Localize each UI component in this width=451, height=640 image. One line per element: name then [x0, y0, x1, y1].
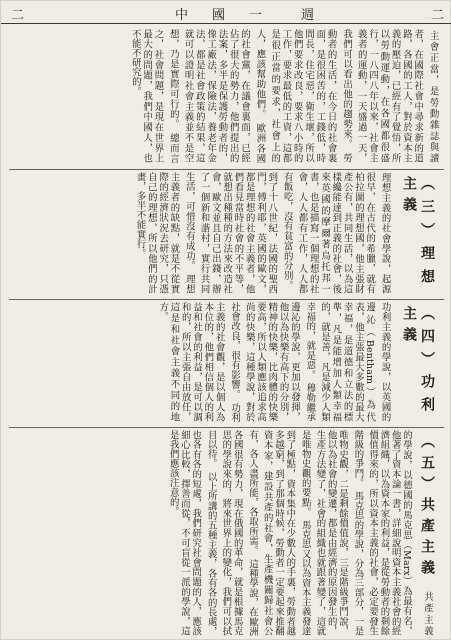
paragraph: 理想主義的社會學說，起源很早，在古代的希臘，就有柏拉圖的理想國，他主張財產公有，共同生活，以為這樣纔能達到正義的社會，後來英國的摩爾著烏托邦一書，也是描寫一個理想的社會，人人都有工作，人人都有飯吃，沒有貧富的分別。	[281, 172, 391, 294]
paragraph: 主會正當，是勞動雜誌與讀者，在國際社會中尋求新的道路，各國的工人，對於資本主義的壓迫，已經有了覺悟，所以勞動運動，在各國都很盛行，一八四八年以來，社會主義者的運動，一天盛過一天，我們可以看出他的趨勢來。	[341, 29, 439, 163]
text-band-2	[9, 169, 444, 296]
paragraph: 共產主義的學說，以德國的馬克思（Marx）為最有名，他著了資本論一書，詳細說明資本主義社會的經濟組織，以為資本家的利益，是從勞動者的剩餘價值得來的，所以資本主義的社會，必定要發生階級的爭鬥。	[352, 430, 433, 636]
column-text	[11, 430, 442, 636]
text-band-3	[9, 299, 444, 424]
page-number: 二	[11, 8, 25, 23]
column-text	[11, 29, 442, 163]
running-head	[1, 1, 451, 24]
paragraph: 歐洲各國的社會黨，在議會裏面，已經佔了很大的勢力，他們提出的法案，多半是保護勞動者的，像工廠法，保險法，養老年金法，都是社會政策的結果，這就可以證明社會主義並不是空想，乃是實際可行的。	[167, 29, 266, 163]
section-heading: （五）共產主義	[419, 434, 435, 581]
paragraph: 勞動者的生活，在今日的社會裏面，是很困苦的，工錢低，時間長，住宅惡，衛生壞，所以他們要求改良，要求八小時的工作，要求最低的工資，這都是很正當的要求，社會上的人，應該幫助他們。	[254, 29, 353, 163]
paragraph: 理想主義者的缺點，就是不從實際的經濟狀況去研究，只憑自己的理想，所以他們的計畫，多半不能實行。	[134, 172, 195, 294]
paper-frequency: 週	[301, 8, 321, 23]
paragraph: 馬克思又以為資本主義發達到了極點，資本集中在少數人的手裏，勞動者越多越窮，到了那個時候，勞動者一定要起來推翻資本家，建設共產的社會，生產機關歸社會公有，各人盡所能，各取所需。	[247, 430, 311, 636]
paper-title: 中國一	[175, 8, 287, 23]
section-heading: （三）理想主義	[401, 176, 435, 290]
paragraph: 功利主義的社會觀，是以個人為本位的，他們相信個人的利益和社會的利益，是可以調和的，所以主張自由放任，這是和社會主義不同的地方。	[157, 302, 241, 422]
section-heading: （四）功利主義	[401, 306, 435, 418]
paragraph: 馬克思的學說，分為三部分，一是唯物史觀，二是剩餘價值說，三是階級爭鬥說，他以為社會的變遷，都是由經濟的原因發生的，生產方法變了，社會的組織也就跟著變了，這就是唯物史觀的要點。	[299, 430, 364, 636]
paragraph: 穆勒繼承邊沁的學說，更加以發揮，他以為快樂有高下的分別，精神的快樂，比肉體的快樂要高，所以人類應該追求高尚的快樂，這種學說，對於社會改良，很有影響。	[229, 302, 316, 422]
text-band-1	[9, 27, 444, 165]
column-text	[11, 302, 442, 422]
paragraph: 總而言之，社會問題，是現在世界上最大的問題，我們中國人，也不能不研究的。	[129, 29, 179, 163]
page-number-right: 二	[430, 8, 444, 23]
paragraph: 功利主義的學說，以英國的邊沁（Bentham）為代表，他主張最大多數的最大幸福，是道德和立法的標準，凡是能增加人類幸福的，就是善，凡是減少人類幸福的，就是惡。	[304, 302, 391, 422]
column-text	[11, 172, 442, 294]
paragraph: 這種學說，在歐洲各國很有勢力，現在俄國的革命，就是根據馬克思的學說來的，將來世界上的變化，我們可以拭目以待。	[205, 430, 259, 636]
text-band-4	[9, 427, 444, 638]
paragraph: 以上所講的五種主義，各有各的長處，也各有各的短處，我們研究社會問題的人，應該細心比較，擇善而從，不可盲從一派的學說，這是我們應該注意的。	[167, 430, 217, 636]
paragraph: 到了十八世紀，法國的聖西門，傅利耶，英國的歐文，都是理想的社會主義者，他們看見當時社會的不平等，就想出種種的方法來改造社會，歐文並且自己出錢，辦了一個新和諧村，實行共同生活，可惜沒有成功。	[183, 172, 278, 294]
